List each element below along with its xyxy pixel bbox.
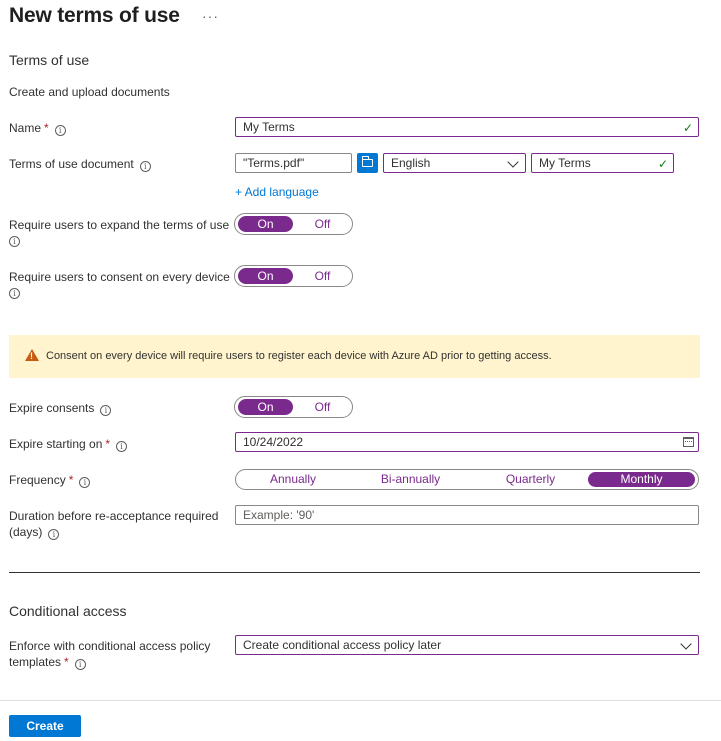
duration-input-placeholder: Example: '90' bbox=[243, 508, 315, 522]
enforce-label-line1: Enforce with conditional access policy bbox=[9, 639, 211, 653]
footer-divider bbox=[0, 700, 721, 701]
chevron-down-icon bbox=[507, 156, 518, 167]
consent-every-device-label-text: Require users to consent on every device bbox=[9, 270, 230, 284]
toggle-off-option[interactable]: Off bbox=[314, 400, 331, 414]
browse-file-button[interactable] bbox=[357, 153, 378, 173]
expire-starting-label-text: Expire starting on bbox=[9, 437, 103, 451]
expand-label bbox=[9, 217, 229, 247]
toggle-on-option[interactable]: On bbox=[238, 399, 293, 415]
expire-consents-label-text: Expire consents bbox=[9, 401, 95, 415]
section-divider bbox=[9, 572, 700, 573]
document-display-name-value: My Terms bbox=[539, 156, 591, 170]
info-icon[interactable]: i bbox=[79, 477, 90, 488]
name-input[interactable] bbox=[235, 117, 699, 137]
expire-starting-label bbox=[9, 436, 127, 452]
info-icon[interactable]: i bbox=[100, 405, 111, 416]
create-button[interactable]: Create bbox=[9, 715, 81, 737]
consent-every-device-label bbox=[9, 269, 230, 299]
folder-icon bbox=[362, 159, 373, 167]
frequency-label bbox=[9, 472, 90, 488]
frequency-option-quarterly[interactable]: Quarterly bbox=[505, 472, 556, 486]
frequency-label-text: Frequency bbox=[9, 473, 66, 487]
name-label-text: Name bbox=[9, 121, 42, 135]
expire-starting-date-value: 10/24/2022 bbox=[243, 435, 304, 449]
enforce-policy-select[interactable] bbox=[235, 635, 699, 655]
toggle-off-option[interactable]: Off bbox=[314, 269, 331, 283]
info-icon[interactable]: i bbox=[75, 659, 86, 670]
language-select-value: English bbox=[391, 156, 431, 170]
check-icon: ✓ bbox=[682, 121, 693, 135]
frequency-option-annually[interactable]: Annually bbox=[269, 472, 317, 486]
enforce-label-line2: templates bbox=[9, 655, 62, 669]
consent-every-device-toggle[interactable] bbox=[234, 265, 353, 287]
conditional-access-heading: Conditional access bbox=[9, 603, 127, 619]
document-display-name-input[interactable] bbox=[531, 153, 674, 173]
toggle-off-option[interactable]: Off bbox=[314, 217, 331, 231]
duration-label-line2: (days) bbox=[9, 525, 43, 539]
enforce-label bbox=[9, 638, 229, 670]
required-marker: * bbox=[44, 121, 49, 135]
language-select[interactable] bbox=[383, 153, 526, 173]
info-icon[interactable]: i bbox=[140, 161, 151, 172]
frequency-segmented-control[interactable] bbox=[235, 469, 699, 490]
duration-input[interactable] bbox=[235, 505, 699, 525]
expand-label-text: Require users to expand the terms of use bbox=[9, 218, 230, 232]
file-input[interactable] bbox=[235, 153, 352, 173]
add-language-link[interactable]: + Add language bbox=[235, 185, 319, 199]
chevron-down-icon bbox=[680, 638, 691, 649]
calendar-icon[interactable] bbox=[683, 437, 694, 447]
info-icon[interactable]: i bbox=[48, 529, 59, 540]
info-icon[interactable]: i bbox=[116, 441, 127, 452]
duration-label-line2-row bbox=[9, 524, 229, 540]
toggle-on-option[interactable]: On bbox=[238, 268, 293, 284]
enforce-label-line2-row bbox=[9, 654, 229, 670]
terms-section-heading: Terms of use bbox=[9, 52, 90, 68]
document-label bbox=[9, 156, 151, 172]
expand-toggle[interactable] bbox=[234, 213, 353, 235]
required-marker: * bbox=[64, 655, 69, 669]
enforce-policy-select-value: Create conditional access policy later bbox=[243, 638, 442, 652]
expire-consents-label bbox=[9, 400, 111, 416]
warning-icon: ! bbox=[25, 349, 39, 361]
toggle-on-option[interactable]: On bbox=[238, 216, 293, 232]
required-marker: * bbox=[105, 437, 111, 451]
required-marker: * bbox=[68, 473, 74, 487]
info-icon[interactable]: i bbox=[9, 288, 20, 299]
frequency-option-bi-annually[interactable]: Bi-annually bbox=[380, 472, 441, 486]
name-label bbox=[9, 120, 66, 136]
duration-label bbox=[9, 508, 229, 540]
info-icon[interactable]: i bbox=[55, 125, 66, 136]
document-label-text: Terms of use document bbox=[9, 157, 134, 171]
more-options-icon[interactable]: ··· bbox=[202, 8, 219, 24]
page-title: New terms of use bbox=[9, 4, 180, 27]
expire-consents-toggle[interactable] bbox=[234, 396, 353, 418]
expire-starting-date-input[interactable] bbox=[235, 432, 699, 452]
name-input-value: My Terms bbox=[243, 120, 295, 134]
warning-message-bar bbox=[9, 335, 700, 378]
frequency-option-monthly[interactable]: Monthly bbox=[588, 472, 695, 487]
info-icon[interactable]: i bbox=[9, 236, 20, 247]
file-input-value: "Terms.pdf" bbox=[243, 156, 305, 170]
terms-section-subheading: Create and upload documents bbox=[9, 85, 170, 99]
warning-text: Consent on every device will require users to register each device with Azure AD prior to getting access. bbox=[46, 350, 552, 362]
duration-label-line1: Duration before re-acceptance required bbox=[9, 509, 219, 523]
check-icon: ✓ bbox=[657, 157, 668, 171]
